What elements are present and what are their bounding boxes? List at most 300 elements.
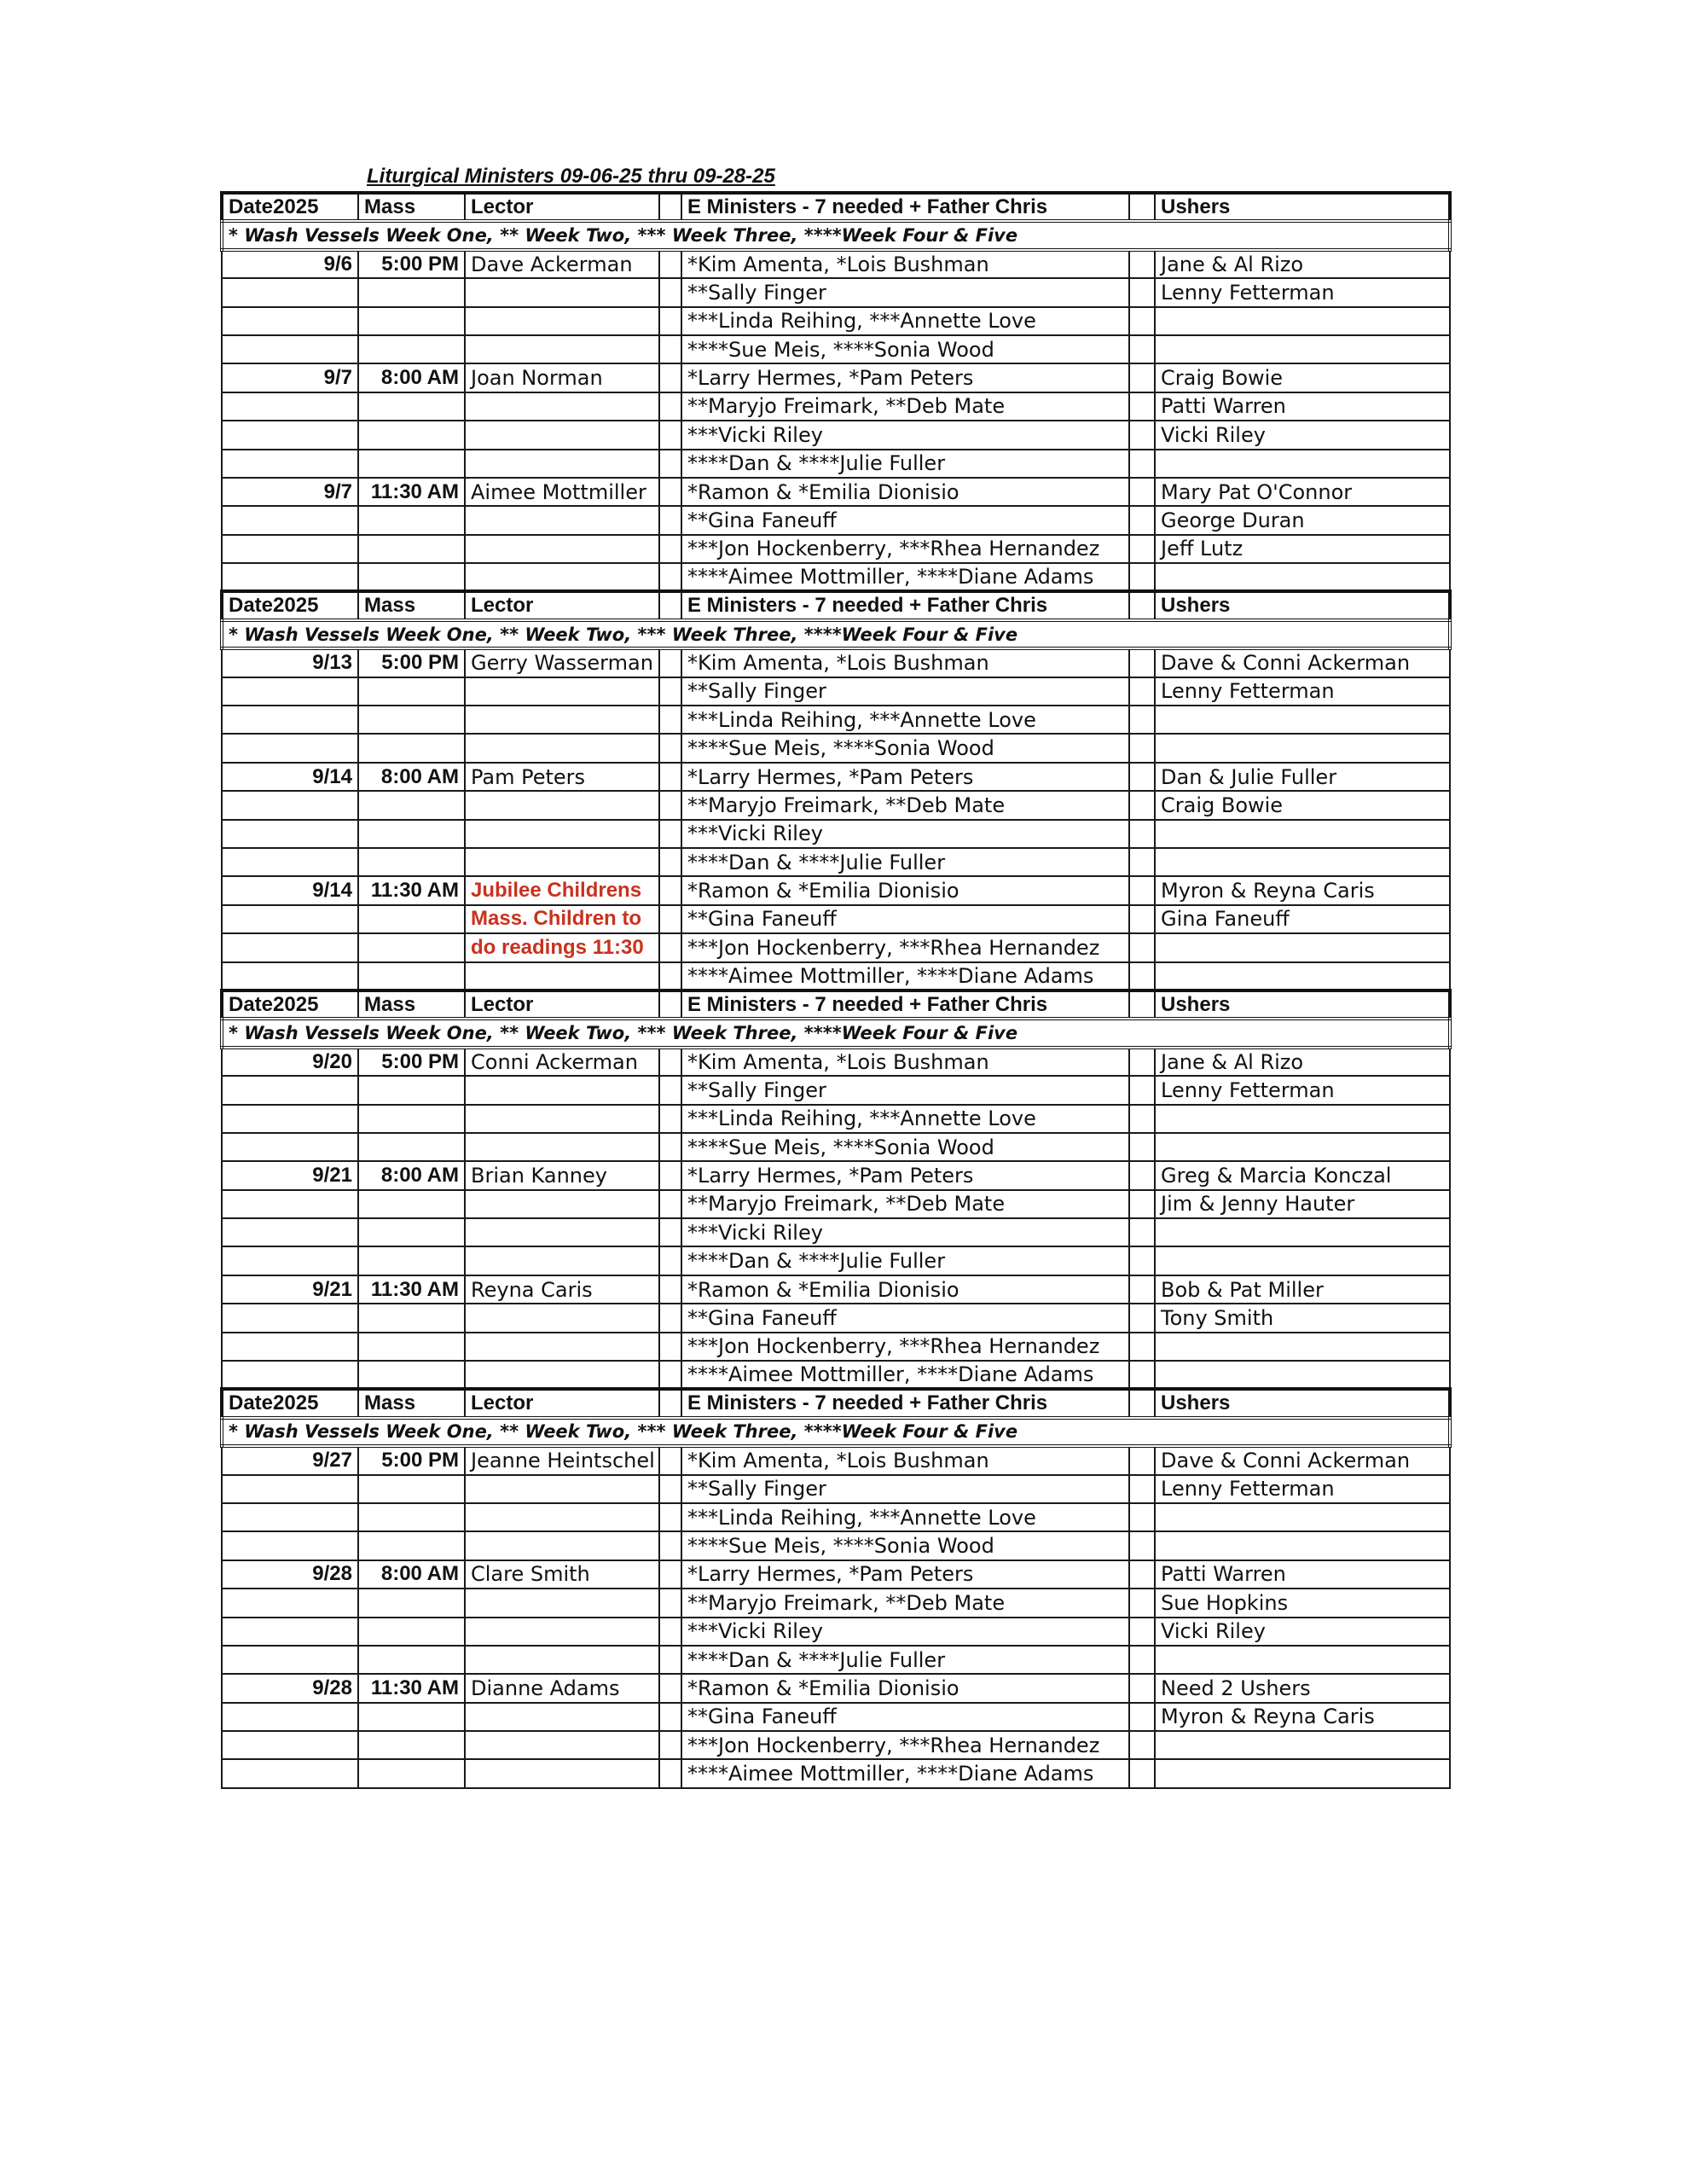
wash-vessels-note-row — [222, 1418, 1450, 1446]
mass-date — [222, 933, 358, 961]
minister-names: **Gina Faneuff — [681, 1304, 1129, 1332]
usher-names: Jeff Lutz — [1155, 535, 1450, 563]
table-row — [222, 1731, 1450, 1759]
mass-date: 9/13 — [222, 648, 358, 677]
spacer-cell — [659, 876, 681, 904]
mass-time — [358, 1333, 465, 1361]
table-row — [222, 848, 1450, 876]
mass-date — [222, 1646, 358, 1674]
minister-names: *Ramon & *Emilia Dionisio — [681, 1674, 1129, 1702]
lector-name — [465, 392, 659, 421]
table-row — [222, 1275, 1450, 1304]
minister-names: ***Vicki Riley — [681, 421, 1129, 449]
spacer-cell — [659, 933, 681, 961]
minister-names: *Ramon & *Emilia Dionisio — [681, 478, 1129, 506]
spacer-cell — [659, 307, 681, 335]
mass-time — [358, 450, 465, 478]
spacer-cell — [1129, 962, 1155, 990]
usher-names — [1155, 706, 1450, 734]
minister-names: ***Jon Hockenberry, ***Rhea Hernandez — [681, 535, 1129, 563]
mass-date — [222, 1618, 358, 1646]
mass-time — [358, 706, 465, 734]
mass-time — [358, 677, 465, 706]
schedule-body — [222, 193, 1450, 1788]
table-row — [222, 335, 1450, 363]
usher-names: Need 2 Ushers — [1155, 1674, 1450, 1702]
mass-time — [358, 421, 465, 449]
lector-name: Dianne Adams — [465, 1674, 659, 1702]
table-row — [222, 1674, 1450, 1702]
header-row — [222, 1389, 1450, 1417]
spacer-cell — [1129, 1218, 1155, 1246]
mass-time — [358, 1703, 465, 1731]
spacer-cell — [659, 848, 681, 876]
table-row — [222, 421, 1450, 449]
mass-time — [358, 734, 465, 762]
wash-vessels-note: * Wash Vessels Week One, ** Week Two, *** Week Three, ****Week Four & Five — [222, 1418, 1450, 1446]
mass-date — [222, 1503, 358, 1531]
spacer-cell — [659, 1218, 681, 1246]
table-row — [222, 1618, 1450, 1646]
mass-date — [222, 1105, 358, 1133]
table-row — [222, 1531, 1450, 1560]
mass-date — [222, 506, 358, 534]
mass-time — [358, 278, 465, 306]
lector-name — [465, 1246, 659, 1275]
mass-date — [222, 335, 358, 363]
wash-vessels-note-row — [222, 1019, 1450, 1047]
mass-date — [222, 1304, 358, 1332]
usher-names — [1155, 1731, 1450, 1759]
mass-date: 9/6 — [222, 250, 358, 278]
spacer-cell — [659, 450, 681, 478]
mass-time — [358, 1076, 465, 1104]
spacer-cell — [659, 1048, 681, 1076]
mass-date — [222, 1361, 358, 1389]
minister-names: ***Linda Reihing, ***Annette Love — [681, 307, 1129, 335]
spacer-cell — [659, 706, 681, 734]
usher-names — [1155, 1646, 1450, 1674]
page-title: Liturgical Ministers 09-06-25 thru 09-28-25 — [367, 165, 775, 188]
mass-date — [222, 962, 358, 990]
spacer-cell — [659, 677, 681, 706]
lector-name — [465, 1703, 659, 1731]
spacer-cell — [1129, 250, 1155, 278]
mass-time — [358, 1361, 465, 1389]
mass-time: 8:00 AM — [358, 1161, 465, 1189]
mass-date — [222, 1333, 358, 1361]
table-row — [222, 648, 1450, 677]
usher-names — [1155, 1105, 1450, 1133]
usher-names — [1155, 563, 1450, 591]
spacer-cell — [659, 1703, 681, 1731]
minister-names: **Gina Faneuff — [681, 506, 1129, 534]
minister-names: ***Linda Reihing, ***Annette Love — [681, 1105, 1129, 1133]
table-row — [222, 1361, 1450, 1389]
usher-names — [1155, 450, 1450, 478]
table-row — [222, 1218, 1450, 1246]
header-mass: Mass — [358, 193, 465, 221]
spacer-cell — [1129, 1446, 1155, 1474]
spacer-cell — [659, 1361, 681, 1389]
lector-name: Jubilee Childrens — [465, 876, 659, 904]
table-row — [222, 791, 1450, 819]
header-mass: Mass — [358, 1389, 465, 1417]
spacer-cell — [659, 392, 681, 421]
table-row — [222, 1133, 1450, 1161]
table-row — [222, 1560, 1450, 1589]
usher-names — [1155, 1503, 1450, 1531]
mass-time — [358, 335, 465, 363]
lector-name — [465, 1759, 659, 1787]
spacer-cell — [1129, 1048, 1155, 1076]
mass-date — [222, 791, 358, 819]
spacer-cell — [1129, 1560, 1155, 1589]
mass-date — [222, 1133, 358, 1161]
header-mass: Mass — [358, 990, 465, 1019]
minister-names: *Ramon & *Emilia Dionisio — [681, 876, 1129, 904]
spacer-cell — [659, 591, 681, 619]
spacer-cell — [1129, 905, 1155, 933]
wash-vessels-note: * Wash Vessels Week One, ** Week Two, *** Week Three, ****Week Four & Five — [222, 221, 1450, 249]
minister-names: **Maryjo Freimark, **Deb Mate — [681, 791, 1129, 819]
minister-names: ***Jon Hockenberry, ***Rhea Hernandez — [681, 933, 1129, 961]
spacer-cell — [659, 1105, 681, 1133]
lector-name — [465, 1361, 659, 1389]
spacer-cell — [659, 421, 681, 449]
spacer-cell — [1129, 734, 1155, 762]
lector-name: Dave Ackerman — [465, 250, 659, 278]
minister-names: ****Sue Meis, ****Sonia Wood — [681, 335, 1129, 363]
spacer-cell — [1129, 450, 1155, 478]
header-lector: Lector — [465, 591, 659, 619]
spacer-cell — [659, 250, 681, 278]
mass-time: 11:30 AM — [358, 1674, 465, 1702]
mass-time — [358, 1475, 465, 1503]
mass-date — [222, 848, 358, 876]
table-row — [222, 307, 1450, 335]
minister-names: ****Aimee Mottmiller, ****Diane Adams — [681, 962, 1129, 990]
mass-date — [222, 734, 358, 762]
spacer-cell — [1129, 1161, 1155, 1189]
mass-date — [222, 1076, 358, 1104]
mass-date — [222, 307, 358, 335]
usher-names — [1155, 734, 1450, 762]
spacer-cell — [659, 791, 681, 819]
mass-date — [222, 1731, 358, 1759]
mass-date: 9/7 — [222, 478, 358, 506]
lector-name: Pam Peters — [465, 763, 659, 791]
spacer-cell — [1129, 1361, 1155, 1389]
minister-names: ***Linda Reihing, ***Annette Love — [681, 706, 1129, 734]
usher-names — [1155, 1246, 1450, 1275]
usher-names: Vicki Riley — [1155, 421, 1450, 449]
mass-time — [358, 1133, 465, 1161]
minister-names: ***Linda Reihing, ***Annette Love — [681, 1503, 1129, 1531]
spacer-cell — [1129, 363, 1155, 392]
spacer-cell — [659, 563, 681, 591]
spacer-cell — [1129, 1646, 1155, 1674]
spacer-cell — [659, 820, 681, 848]
usher-names — [1155, 1361, 1450, 1389]
usher-names: Mary Pat O'Connor — [1155, 478, 1450, 506]
lector-name: Clare Smith — [465, 1560, 659, 1589]
table-row — [222, 506, 1450, 534]
spacer-cell — [659, 1304, 681, 1332]
header-date: Date2025 — [222, 990, 358, 1019]
spacer-cell — [659, 1589, 681, 1617]
table-row — [222, 1246, 1450, 1275]
minister-names: ****Sue Meis, ****Sonia Wood — [681, 1133, 1129, 1161]
usher-names: Jim & Jenny Hauter — [1155, 1190, 1450, 1218]
mass-date — [222, 1531, 358, 1560]
mass-time — [358, 791, 465, 819]
spacer-cell — [1129, 421, 1155, 449]
spacer-cell — [659, 1446, 681, 1474]
mass-date — [222, 1190, 358, 1218]
mass-date — [222, 1703, 358, 1731]
spacer-cell — [1129, 1190, 1155, 1218]
usher-names: Jane & Al Rizo — [1155, 250, 1450, 278]
usher-names: Lenny Fetterman — [1155, 1475, 1450, 1503]
usher-names — [1155, 1333, 1450, 1361]
mass-date: 9/21 — [222, 1161, 358, 1189]
spacer-cell — [1129, 706, 1155, 734]
usher-names: Lenny Fetterman — [1155, 1076, 1450, 1104]
table-row — [222, 1646, 1450, 1674]
spacer-cell — [659, 648, 681, 677]
spacer-cell — [1129, 1076, 1155, 1104]
lector-name — [465, 307, 659, 335]
spacer-cell — [659, 1560, 681, 1589]
mass-time — [358, 962, 465, 990]
minister-names: ****Aimee Mottmiller, ****Diane Adams — [681, 1759, 1129, 1787]
mass-date: 9/7 — [222, 363, 358, 392]
lector-name — [465, 1475, 659, 1503]
mass-time — [358, 1759, 465, 1787]
header-mass: Mass — [358, 591, 465, 619]
minister-names: ****Dan & ****Julie Fuller — [681, 450, 1129, 478]
mass-date: 9/27 — [222, 1446, 358, 1474]
minister-names: *Kim Amenta, *Lois Bushman — [681, 648, 1129, 677]
table-row — [222, 1446, 1450, 1474]
mass-time — [358, 1646, 465, 1674]
mass-time — [358, 563, 465, 591]
table-row — [222, 734, 1450, 762]
mass-date — [222, 820, 358, 848]
table-row — [222, 820, 1450, 848]
mass-time — [358, 506, 465, 534]
spacer-cell — [1129, 990, 1155, 1019]
minister-names: ***Vicki Riley — [681, 1618, 1129, 1646]
spacer-cell — [659, 478, 681, 506]
spacer-cell — [1129, 648, 1155, 677]
spacer-cell — [659, 1389, 681, 1417]
usher-names — [1155, 335, 1450, 363]
spacer-cell — [1129, 1759, 1155, 1787]
header-row — [222, 193, 1450, 221]
mass-date — [222, 392, 358, 421]
minister-names: ***Jon Hockenberry, ***Rhea Hernandez — [681, 1731, 1129, 1759]
header-date: Date2025 — [222, 1389, 358, 1417]
spacer-cell — [659, 1333, 681, 1361]
header-date: Date2025 — [222, 193, 358, 221]
mass-date — [222, 905, 358, 933]
mass-time — [358, 1731, 465, 1759]
spacer-cell — [1129, 193, 1155, 221]
spacer-cell — [659, 1076, 681, 1104]
minister-names: ****Dan & ****Julie Fuller — [681, 848, 1129, 876]
usher-names: Dave & Conni Ackerman — [1155, 1446, 1450, 1474]
mass-time — [358, 848, 465, 876]
usher-names: George Duran — [1155, 506, 1450, 534]
spacer-cell — [659, 1674, 681, 1702]
spacer-cell — [659, 278, 681, 306]
mass-time — [358, 933, 465, 961]
lector-name: do readings 11:30 — [465, 933, 659, 961]
mass-time: 11:30 AM — [358, 478, 465, 506]
lector-name — [465, 278, 659, 306]
table-row — [222, 1703, 1450, 1731]
minister-names: *Kim Amenta, *Lois Bushman — [681, 1446, 1129, 1474]
mass-date — [222, 1759, 358, 1787]
mass-date: 9/28 — [222, 1674, 358, 1702]
minister-names: **Maryjo Freimark, **Deb Mate — [681, 1190, 1129, 1218]
wash-vessels-note: * Wash Vessels Week One, ** Week Two, *** Week Three, ****Week Four & Five — [222, 1019, 1450, 1047]
spacer-cell — [1129, 1304, 1155, 1332]
mass-time — [358, 1503, 465, 1531]
usher-names: Sue Hopkins — [1155, 1589, 1450, 1617]
spacer-cell — [659, 1759, 681, 1787]
lector-name — [465, 1218, 659, 1246]
usher-names — [1155, 933, 1450, 961]
minister-names: ****Dan & ****Julie Fuller — [681, 1246, 1129, 1275]
header-ushers: Ushers — [1155, 591, 1450, 619]
table-row — [222, 478, 1450, 506]
usher-names — [1155, 820, 1450, 848]
mass-time — [358, 1304, 465, 1332]
spacer-cell — [1129, 1105, 1155, 1133]
spacer-cell — [1129, 392, 1155, 421]
spacer-cell — [659, 763, 681, 791]
minister-names: **Gina Faneuff — [681, 905, 1129, 933]
wash-vessels-note: * Wash Vessels Week One, ** Week Two, *** Week Three, ****Week Four & Five — [222, 620, 1450, 648]
minister-names: **Sally Finger — [681, 1076, 1129, 1104]
lector-name: Gerry Wasserman — [465, 648, 659, 677]
mass-date — [222, 450, 358, 478]
minister-names: ***Vicki Riley — [681, 820, 1129, 848]
mass-date — [222, 1218, 358, 1246]
spacer-cell — [1129, 876, 1155, 904]
spacer-cell — [1129, 1531, 1155, 1560]
lector-name: Aimee Mottmiller — [465, 478, 659, 506]
table-row — [222, 876, 1450, 904]
mass-date — [222, 535, 358, 563]
mass-date: 9/28 — [222, 1560, 358, 1589]
table-row — [222, 363, 1450, 392]
table-row — [222, 1105, 1450, 1133]
spacer-cell — [659, 1133, 681, 1161]
mass-date: 9/14 — [222, 876, 358, 904]
minister-names: *Larry Hermes, *Pam Peters — [681, 763, 1129, 791]
usher-names: Patti Warren — [1155, 392, 1450, 421]
lector-name — [465, 1589, 659, 1617]
spacer-cell — [659, 1475, 681, 1503]
usher-names: Myron & Reyna Caris — [1155, 876, 1450, 904]
spacer-cell — [659, 1161, 681, 1189]
table-row — [222, 278, 1450, 306]
minister-names: **Maryjo Freimark, **Deb Mate — [681, 1589, 1129, 1617]
usher-names — [1155, 1218, 1450, 1246]
mass-time — [358, 905, 465, 933]
spacer-cell — [659, 1618, 681, 1646]
spacer-cell — [659, 335, 681, 363]
minister-names: *Larry Hermes, *Pam Peters — [681, 363, 1129, 392]
mass-time — [358, 1218, 465, 1246]
minister-names: *Kim Amenta, *Lois Bushman — [681, 1048, 1129, 1076]
lector-name — [465, 734, 659, 762]
spacer-cell — [659, 1275, 681, 1304]
spacer-cell — [659, 535, 681, 563]
usher-names — [1155, 307, 1450, 335]
lector-name — [465, 677, 659, 706]
table-row — [222, 677, 1450, 706]
lector-name: Conni Ackerman — [465, 1048, 659, 1076]
usher-names: Myron & Reyna Caris — [1155, 1703, 1450, 1731]
minister-names: ****Sue Meis, ****Sonia Wood — [681, 1531, 1129, 1560]
header-ushers: Ushers — [1155, 990, 1450, 1019]
lector-name — [465, 1503, 659, 1531]
usher-names: Lenny Fetterman — [1155, 677, 1450, 706]
lector-name — [465, 1105, 659, 1133]
usher-names: Dave & Conni Ackerman — [1155, 648, 1450, 677]
header-ministers: E Ministers - 7 needed + Father Chris — [681, 591, 1129, 619]
mass-date — [222, 421, 358, 449]
lector-name — [465, 1076, 659, 1104]
spacer-cell — [659, 962, 681, 990]
mass-time — [358, 535, 465, 563]
minister-names: **Maryjo Freimark, **Deb Mate — [681, 392, 1129, 421]
header-lector: Lector — [465, 990, 659, 1019]
header-lector: Lector — [465, 193, 659, 221]
header-ministers: E Ministers - 7 needed + Father Chris — [681, 990, 1129, 1019]
spacer-cell — [1129, 820, 1155, 848]
mass-date — [222, 1475, 358, 1503]
mass-time — [358, 307, 465, 335]
spacer-cell — [1129, 1731, 1155, 1759]
mass-time: 5:00 PM — [358, 648, 465, 677]
spacer-cell — [1129, 478, 1155, 506]
mass-date: 9/20 — [222, 1048, 358, 1076]
mass-time: 8:00 AM — [358, 763, 465, 791]
lector-name — [465, 1333, 659, 1361]
usher-names — [1155, 1759, 1450, 1787]
minister-names: **Sally Finger — [681, 278, 1129, 306]
spacer-cell — [1129, 506, 1155, 534]
mass-date: 9/21 — [222, 1275, 358, 1304]
mass-time — [358, 820, 465, 848]
table-row — [222, 706, 1450, 734]
table-row — [222, 392, 1450, 421]
usher-names: Dan & Julie Fuller — [1155, 763, 1450, 791]
table-row — [222, 450, 1450, 478]
usher-names: Greg & Marcia Konczal — [1155, 1161, 1450, 1189]
spacer-cell — [1129, 1618, 1155, 1646]
usher-names: Craig Bowie — [1155, 363, 1450, 392]
spacer-cell — [1129, 278, 1155, 306]
lector-name — [465, 535, 659, 563]
lector-name — [465, 791, 659, 819]
